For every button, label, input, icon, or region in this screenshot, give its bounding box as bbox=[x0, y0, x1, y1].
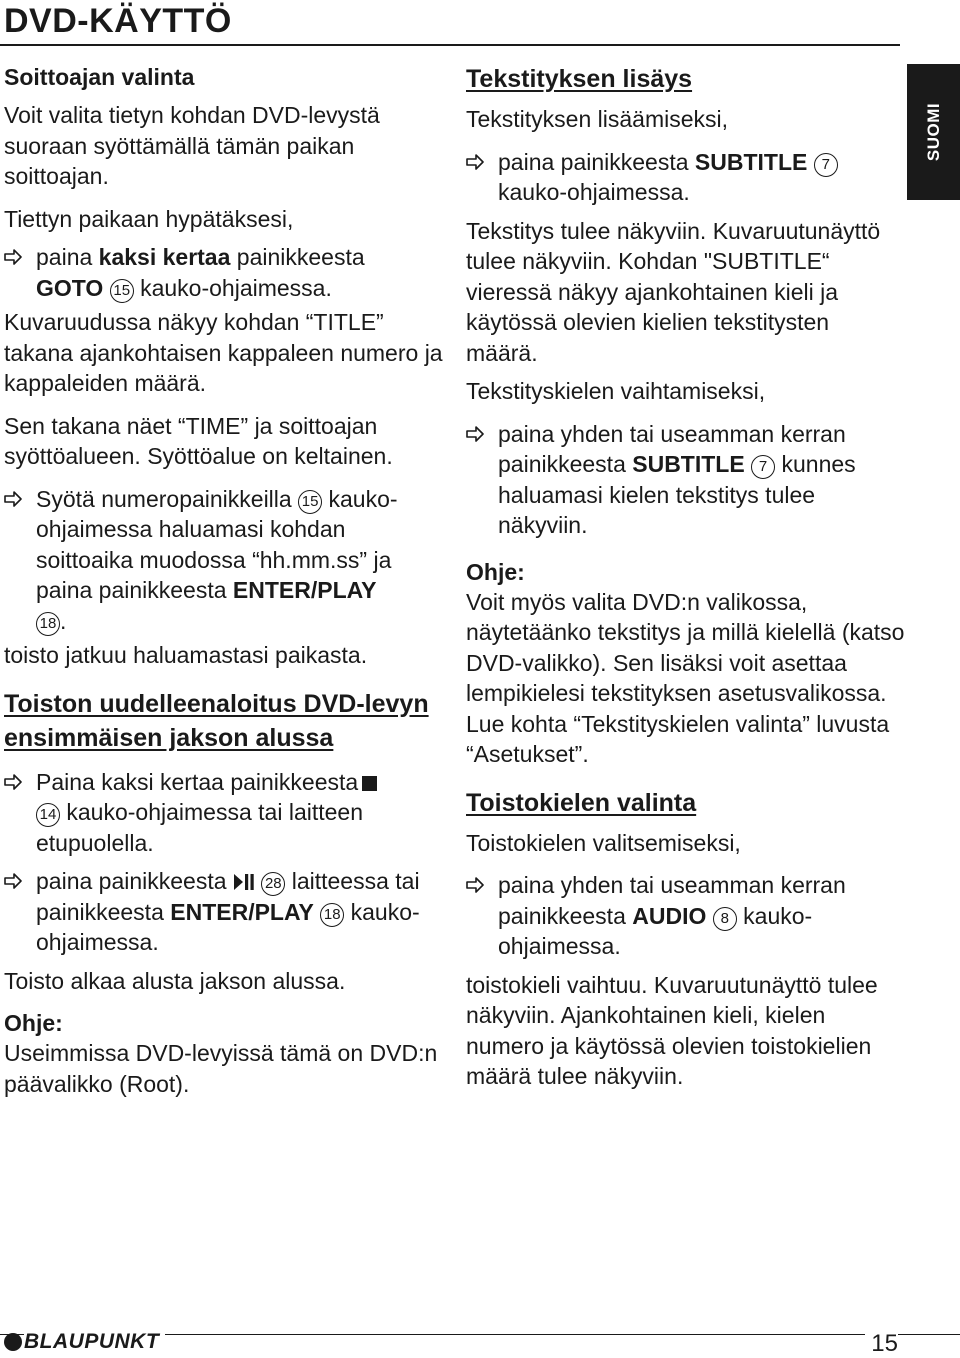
right-column bbox=[466, 62, 906, 1092]
page-title: DVD-KÄYTTÖ bbox=[4, 2, 232, 40]
section-heading-audio-language: Toistokielen valinta bbox=[466, 788, 697, 817]
logo-dot-icon bbox=[4, 1333, 22, 1351]
circled-number: 15 bbox=[298, 490, 322, 514]
play-pause-icon bbox=[233, 873, 255, 891]
key-label: GOTO bbox=[36, 274, 104, 301]
paragraph: Tekstitys tulee näkyviin. Kuvaruutunäyttö tulee näkyviin. Kohdan "SUBTITLE“ vieressä näkyy ajankohtainen kieli ja käytössä olevien kielien tekstitysten määrä. bbox=[466, 217, 881, 366]
arrow-right-icon bbox=[4, 774, 22, 790]
circled-number: 15 bbox=[110, 279, 134, 303]
paragraph: Toistokielen valitsemiseksi, bbox=[466, 829, 741, 856]
key-label: SUBTITLE bbox=[694, 148, 808, 175]
note-text: Voit myös valita DVD:n valikossa, näytetäänko tekstitys ja millä kielellä (katso DVD-valikko). Sen lisäksi voit asettaa lempikielesi tekstityksen asetusvalikossa. Lue kohta “Tekstityskielen valinta” luvusta “Asetukset”. bbox=[466, 588, 905, 767]
arrow-right-icon bbox=[4, 491, 22, 507]
paragraph: Voit valita tietyn kohdan DVD-levystä suoraan syöttämällä tämän paikan soittoajan. bbox=[4, 102, 380, 189]
circled-number: 28 bbox=[261, 872, 285, 896]
note-text: Useimmissa DVD-levyissä tämä on DVD:n päävalikko (Root). bbox=[4, 1040, 438, 1097]
paragraph: Toisto alkaa alusta jakson alussa. bbox=[4, 967, 346, 994]
instruction-step: paina painikkeesta 28 laitteessa tai painikkeesta ENTER/PLAY 18 kauko-ohjaimessa. bbox=[4, 866, 444, 958]
paragraph: Sen takana näet “TIME” ja soittoajan syöttöalueen. Syöttöalue on keltainen. bbox=[4, 412, 393, 469]
arrow-right-icon bbox=[466, 426, 484, 442]
instruction-step: paina kaksi kertaa painikkeesta GOTO 15 kauko-ohjaimessa. bbox=[4, 242, 444, 303]
title-rule bbox=[0, 44, 900, 46]
instruction-step: Paina kaksi kertaa painikkeesta 14 kauko-ohjaimessa tai laitteen etupuolella. bbox=[4, 767, 444, 859]
arrow-right-icon bbox=[4, 249, 22, 265]
instruction-step: Syötä numeropainikkeilla 15 kauko-ohjaimessa haluamasi kohdan soittoaika muodossa “hh.mm.ss” ja paina painikkeesta ENTER/PLAY 18 . bbox=[4, 484, 444, 637]
left-column bbox=[4, 62, 444, 1099]
section-heading-subtitles: Tekstityksen lisäys bbox=[466, 65, 693, 93]
instruction-step: paina yhden tai useamman kerran painikkeesta SUBTITLE 7 kunnes haluamasi kielen tekstitys tulee näkyviin. bbox=[466, 419, 906, 541]
language-tab bbox=[907, 64, 960, 200]
section-heading-restart: Toiston uudelleenaloitus DVD-levyn ensimmäisen jakson alussa bbox=[4, 689, 429, 752]
key-label: ENTER/PLAY bbox=[232, 577, 377, 603]
key-label: AUDIO bbox=[632, 902, 707, 929]
arrow-right-icon bbox=[4, 873, 22, 889]
note-heading: Ohje: bbox=[4, 1010, 63, 1036]
circled-number: 18 bbox=[320, 903, 344, 927]
note-heading: Ohje: bbox=[466, 558, 525, 585]
paragraph: toistokieli vaihtuu. Kuvaruutunäyttö tulee näkyviin. Ajankohtainen kieli, kielen numero ja käytössä olevien toistokielien määrä tulee näkyviin. bbox=[466, 971, 878, 1089]
page-number: 15 bbox=[865, 1330, 898, 1358]
paragraph: Tekstityskielen vaihtamiseksi, bbox=[466, 378, 766, 404]
brand-name: BLAUPUNKT bbox=[24, 1330, 165, 1354]
instruction-step: paina painikkeesta SUBTITLE 7 kauko-ohjaimessa. bbox=[466, 147, 906, 208]
paragraph: toisto jatkuu haluamastasi paikasta. bbox=[4, 642, 368, 668]
key-label: SUBTITLE bbox=[632, 451, 745, 477]
brand-logo bbox=[4, 1330, 165, 1354]
paragraph: Tekstityksen lisäämiseksi, bbox=[466, 106, 729, 132]
paragraph: Tiettyn paikaan hypätäksesi, bbox=[4, 205, 294, 232]
key-label: ENTER/PLAY bbox=[170, 898, 314, 925]
arrow-right-icon bbox=[466, 877, 484, 893]
paragraph: Kuvaruudussa näkyy kohdan “TITLE” takana ajankohtaisen kappaleen numero ja kappaleiden määrä. bbox=[4, 309, 443, 396]
circled-number: 7 bbox=[751, 455, 775, 479]
section-heading-playtime: Soittoajan valinta bbox=[4, 64, 195, 90]
circled-number: 14 bbox=[36, 803, 60, 827]
circled-number: 7 bbox=[814, 153, 838, 177]
language-tab-label: SUOMI bbox=[923, 102, 943, 162]
circled-number: 8 bbox=[713, 907, 737, 931]
circled-number: 18 bbox=[36, 612, 60, 636]
instruction-step: paina yhden tai useamman kerran painikkeesta AUDIO 8 kauko-ohjaimessa. bbox=[466, 870, 906, 962]
stop-icon bbox=[362, 776, 377, 791]
arrow-right-icon bbox=[466, 154, 484, 170]
